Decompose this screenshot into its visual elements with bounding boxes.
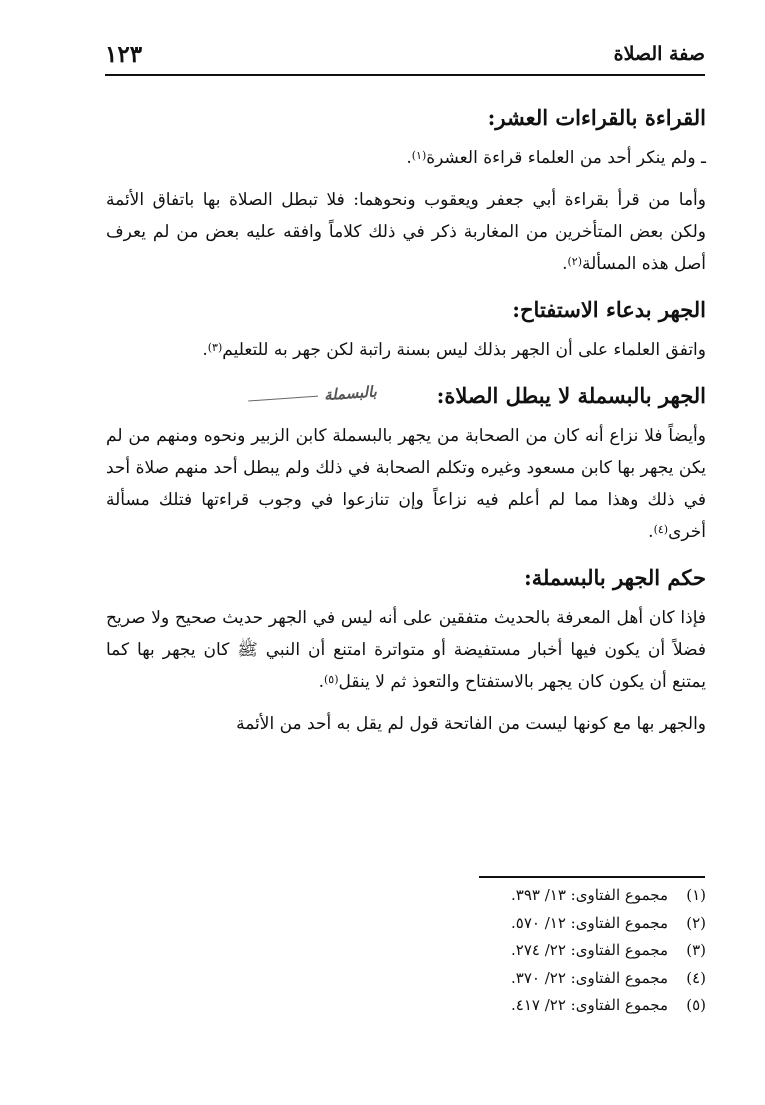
section-heading: الجهر بالبسملة لا يبطل الصلاة: <box>436 383 706 408</box>
footnote-number: (٤) <box>686 968 706 987</box>
footnote-number: (٣) <box>686 941 706 959</box>
footnote-ref[interactable]: (١) <box>411 149 427 162</box>
footnote-text: مجموع الفتاوى: ١٢/ ٥٧٠. <box>511 913 668 932</box>
section-heading-row <box>106 376 706 416</box>
paragraph: وأيضاً فلا نزاع أنه كان من الصحابة من يجهر بالبسملة كابن الزبير ونحوه ومنهم من لم يكن يجهر بها كابن مسعود وغيره وتكلم الصحابة في ذلك ولم يبطل أحد منهم صلاة أحد في ذلك وهذا مما لم أعلم فيه نزاعاً وإن تنازعوا في وجوب قراءتها فتلك مسألة أخرى$^{(٤)}$. <box>106 426 706 542</box>
pen-stroke <box>248 395 318 403</box>
footnote-item <box>106 937 706 965</box>
section-heading: القراءة بالقراءات العشر: <box>487 105 706 130</box>
footnote-item <box>106 882 706 910</box>
footnotes <box>106 882 706 1020</box>
section-heading: حكم الجهر بالبسملة: <box>523 565 706 590</box>
footnote-ref[interactable]: (٢) <box>567 255 582 268</box>
footnote-number: (٢) <box>686 913 706 932</box>
running-header <box>105 34 705 76</box>
page-number: ١٢٣ <box>105 40 143 68</box>
running-section-title: صفة الصلاة <box>613 43 705 65</box>
footnote-text: مجموع الفتاوى: ٢٢/ ٤١٧. <box>511 996 668 1014</box>
footnote-item <box>106 992 706 1020</box>
footnote-text: مجموع الفتاوى: ١٣/ ٣٩٣. <box>511 886 668 904</box>
footnote-ref[interactable]: (٥) <box>323 673 339 686</box>
paragraph: فإذا كان أهل المعرفة بالحديث متفقين على أنه ليس في الجهر حديث صحيح ولا صريح فضلاً أن يكون فيها أخبار مستفيضة أو متواترة امتنع أن النبي ﷺ كان يجهر بها كما يمتنع أن يكون كان يجهر بالاستفتاح والتعوذ ثم لا ينقل$^{(٥)}$. <box>106 608 706 692</box>
footnote-ref[interactable]: (٤) <box>653 523 669 536</box>
paragraph: ـ ولم ينكر أحد من العلماء قراءة العشرة$^{(١)}$. <box>406 148 706 168</box>
footnote-text: مجموع الفتاوى: ٢٢/ ٢٧٤. <box>511 941 668 959</box>
main-text <box>106 98 706 740</box>
footnote-separator <box>479 876 705 878</box>
footnote-text: مجموع الفتاوى: ٢٢/ ٣٧٠. <box>511 968 668 987</box>
footnote-number: (٥) <box>686 996 706 1014</box>
paragraph: واتفق العلماء على أن الجهر بذلك ليس بسنة راتبة لكن جهر به للتعليم$^{(٣)}$. <box>202 340 706 360</box>
handwritten-margin-note: بالبسملة <box>246 372 377 421</box>
footnote-number: (١) <box>686 886 706 904</box>
section-heading: الجهر بدعاء الاستفتاح: <box>512 297 706 322</box>
paragraph: والجهر بها مع كونها ليست من الفاتحة قول لم يقل به أحد من الأئمة <box>236 714 706 734</box>
footnote-item <box>106 965 706 993</box>
paragraph: وأما من قرأ بقراءة أبي جعفر ويعقوب ونحوهما: فلا تبطل الصلاة بها باتفاق الأئمة ولكن بعض المتأخرين من المغاربة ذكر في ذلك كلاماً وافقه عليه بعض من لم يعرف أصل هذه المسألة$^{(٢)}$. <box>106 190 706 274</box>
footnote-item <box>106 910 706 938</box>
footnote-ref[interactable]: (٣) <box>207 341 223 354</box>
